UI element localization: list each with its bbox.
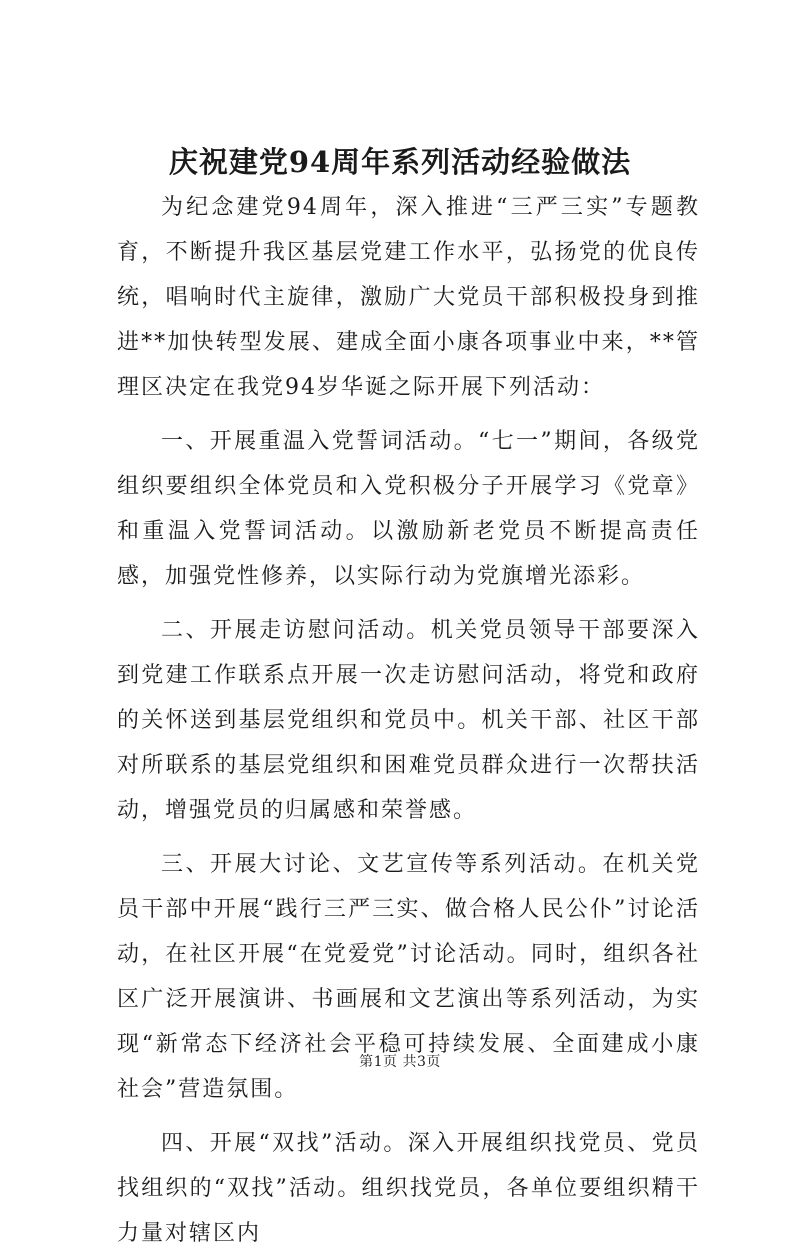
paragraph-section-2: 二、开展走访慰问活动。机关党员领导干部要深入到党建工作联系点开展一次走访慰问活动，将党和政府的关怀送到基层党组织和党员中。机关干部、社区干部对所联系的基层党组织和困难党员群众进行一次帮扶活动，增强党员的归属感和荣誉感。 <box>117 618 700 823</box>
document-title: 庆祝建党94周年系列活动经验做法 <box>168 145 632 179</box>
paragraph-intro: 为纪念建党94周年，深入推进“三严三实”专题教育，不断提升我区基层党建工作水平，弘扬党的优良传统，唱响时代主旋律，激励广大党员干部积极投身到推进**加快转型发展、建成全面小康各项事业中来，**管理区决定在我党94岁华诞之际开展下列活动： <box>117 195 700 400</box>
paragraph-section-3: 三、开展大讨论、文艺宣传等系列活动。在机关党员干部中开展“践行三严三实、做合格人民公仆”讨论活动，在社区开展“在党爱党”讨论活动。同时，组织各社区广泛开展演讲、书画展和文艺演出等系列活动，为实现“新常态下经济社会平稳可持续发展、全面建成小康社会”营造氛围。 <box>117 852 700 1102</box>
paragraph-section-1: 一、开展重温入党誓词活动。“七一”期间，各级党组织要组织全体党员和入党积极分子开展学习《党章》和重温入党誓词活动。以激励新老党员不断提高责任感，加强党性修养，以实际行动为党旗增光添彩。 <box>117 429 700 589</box>
document-body <box>117 185 700 1256</box>
paragraph-section-4: 四、开展“双找”活动。深入开展组织找党员、党员找组织的“双找”活动。组织找党员，各单位要组织精干力量对辖区内 <box>117 1131 700 1246</box>
page-number-footer: 第1页 共3页 <box>359 1054 441 1070</box>
